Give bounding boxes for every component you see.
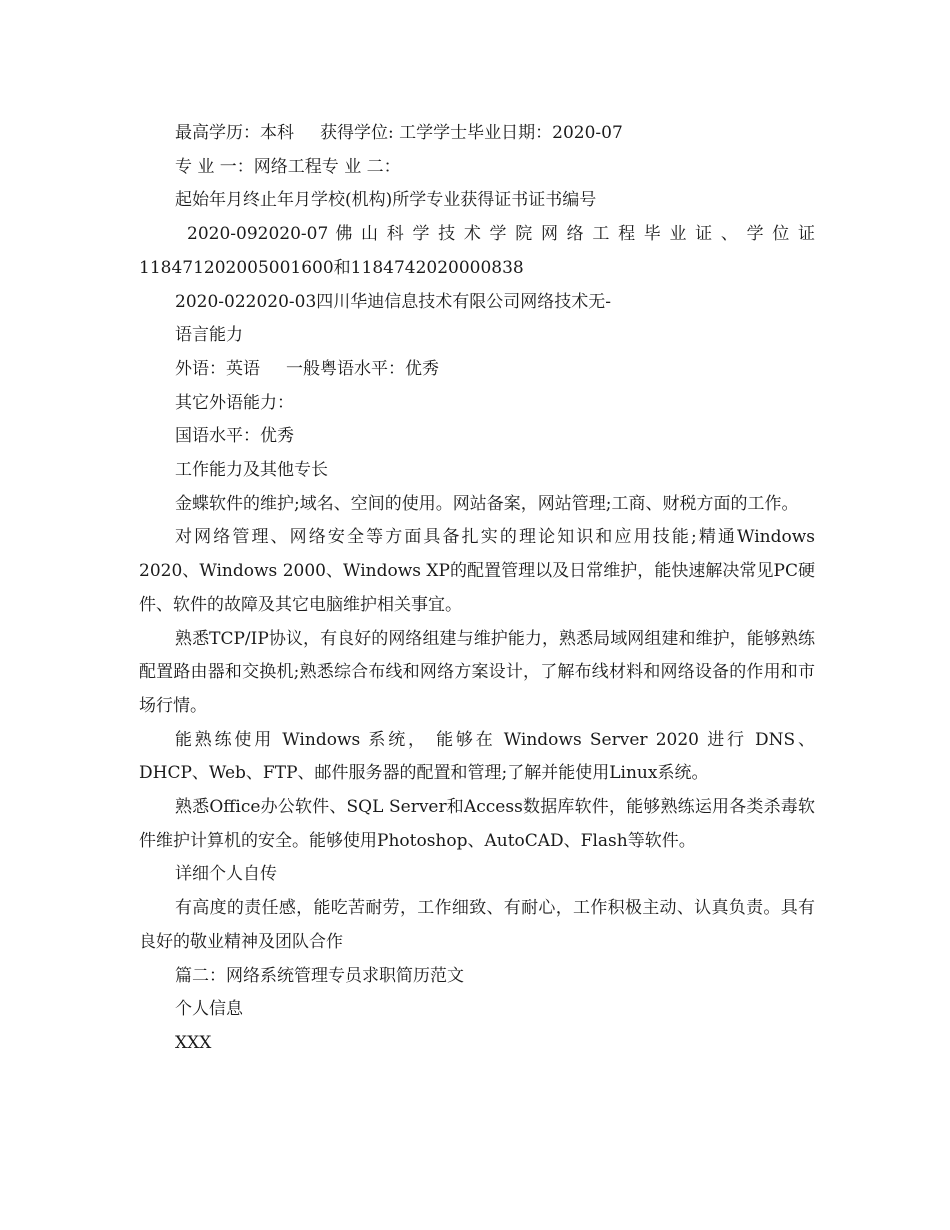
foreign-language: 外语：英语 (175, 358, 260, 379)
name-placeholder: XXX (175, 1032, 212, 1053)
section-heading-personal-info: 个人信息 (175, 999, 243, 1020)
part-two-title: 篇二：网络系统管理专员求职简历范文 (175, 965, 464, 986)
foreign-language-line (139, 353, 815, 387)
mandarin-level-line: 国语水平：优秀 (175, 426, 294, 447)
skills-paragraph-1: 金蝶软件的维护;域名、空间的使用。网站备案，网站管理;工商、财税方面的工作。 (175, 493, 799, 514)
cantonese-level: 一般粤语水平：优秀 (286, 358, 439, 379)
education-row-1: 2020-092020-07 佛 山 科 学 技 术 学 院 网 络 工 程 毕 业 证 、 学 位 证 (187, 224, 815, 245)
skills-paragraph-5: 熟悉Office办公软件、SQL Server和Access数据库软件，能够熟练运用各类杀毒软件维护计算机的安全。能够使用Photoshop、AutoCAD、Flash等软件。 (139, 797, 815, 851)
section-heading-skills: 工作能力及其他专长 (175, 460, 328, 481)
education-level: 最高学历：本科 (175, 123, 294, 143)
work-row-1: 2020-022020-03四川华迪信息技术有限公司网络技术无- (175, 291, 612, 312)
skills-paragraph-2: 对网络管理、网络安全等方面具备扎实的理论知识和应用技能;精通Windows 2020、Windows 2000、Windows XP的配置管理以及日常维护，能快速解决常见PC硬件、软件的故障及其它电脑维护相关事宜。 (139, 527, 815, 615)
education-table-header: 起始年月终止年月学校(机构)所学专业获得证书证书编号 (175, 190, 597, 211)
education-line (139, 117, 815, 151)
section-heading-language: 语言能力 (175, 325, 243, 346)
certificate-numbers: 118471202005001600和1184742020000838 (139, 257, 524, 278)
skills-paragraph-3: 熟悉TCP/IP协议，有良好的网络组建与维护能力，熟悉局域网组建和维护，能够熟练配置路由器和交换机;熟悉综合布线和网络方案设计，了解布线材料和网络设备的作用和市场行情。 (139, 628, 815, 716)
document-page (139, 117, 815, 1061)
section-heading-autobiography: 详细个人自传 (175, 864, 277, 885)
degree-and-graduation: 获得学位: 工学学士毕业日期：2020-07 (320, 123, 623, 143)
other-language-line: 其它外语能力： (175, 392, 294, 413)
autobiography-paragraph: 有高度的责任感，能吃苦耐劳，工作细致、有耐心，工作积极主动、认真负责。具有良好的敬业精神及团队合作 (139, 898, 815, 952)
skills-paragraph-4: 能熟练使用 Windows 系统， 能够在 Windows Server 2020 进行 DNS、DHCP、Web、FTP、邮件服务器的配置和管理;了解并能使用Linux系统。 (139, 729, 815, 784)
major-line: 专 业 一：网络工程专 业 二： (175, 156, 401, 177)
